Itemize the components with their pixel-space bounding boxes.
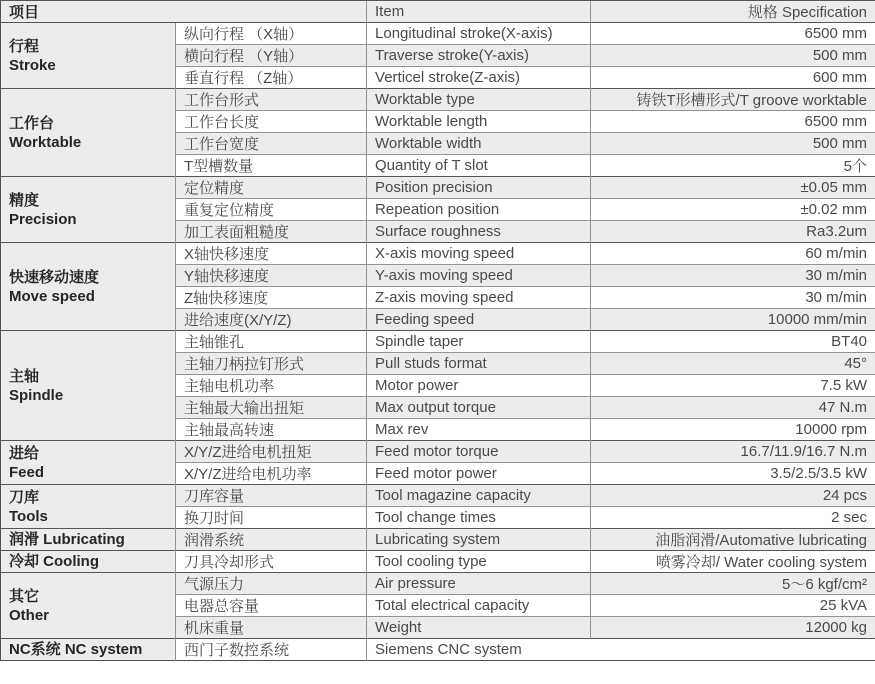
- category-cell: [1, 573, 176, 639]
- spec-value: 600 mm: [591, 67, 875, 89]
- item-name-en: Tool cooling type: [367, 551, 591, 573]
- category-cell: [1, 529, 176, 551]
- item-name-en: Z-axis moving speed: [367, 287, 591, 309]
- table-row: [1, 441, 875, 463]
- item-name-zh: 电器总容量: [176, 595, 367, 617]
- item-name-zh: 气源压力: [176, 573, 367, 595]
- category-cell: [1, 23, 176, 89]
- item-name-en: Feed motor power: [367, 463, 591, 485]
- item-name-en: Surface roughness: [367, 221, 591, 243]
- item-name-zh: 润滑系统: [176, 529, 367, 551]
- category-cell: [1, 551, 176, 573]
- item-name-en: Weight: [367, 617, 591, 639]
- spec-value: 45°: [591, 353, 875, 375]
- header-row: [1, 1, 875, 23]
- header-item-label: Item: [367, 1, 591, 23]
- spec-value: ±0.02 mm: [591, 199, 875, 221]
- category-label-zh: 冷却 Cooling: [9, 553, 99, 570]
- category-label-en: Spindle: [9, 386, 64, 404]
- header-project-label: 项目: [1, 1, 367, 23]
- spec-value: 5个: [591, 155, 875, 177]
- item-name-en: Worktable type: [367, 89, 591, 111]
- header-spec-label: 规格 Specification: [591, 1, 875, 23]
- category-label-en: Move speed: [9, 287, 95, 305]
- item-name-zh: 刀具冷却形式: [176, 551, 367, 573]
- category-cell: [1, 639, 176, 661]
- item-name-zh: 刀库容量: [176, 485, 367, 507]
- spec-value: Ra3.2um: [591, 221, 875, 243]
- category-label-en: Feed: [9, 463, 45, 481]
- spec-value: ±0.05 mm: [591, 177, 875, 199]
- item-name-en: Verticel stroke(Z-axis): [367, 67, 591, 89]
- spec-value: 10000 mm/min: [591, 309, 875, 331]
- item-name-zh: X/Y/Z进给电机扭矩: [176, 441, 367, 463]
- item-name-en: Y-axis moving speed: [367, 265, 591, 287]
- item-name-zh: 工作台形式: [176, 89, 367, 111]
- spec-value: 24 pcs: [591, 485, 875, 507]
- item-name-en: Air pressure: [367, 573, 591, 595]
- table-row: [1, 177, 875, 199]
- item-name-en: Siemens CNC system: [367, 639, 875, 661]
- table-row: [1, 89, 875, 111]
- spec-value: 5～6 kgf/cm²: [591, 573, 875, 595]
- category-label-zh: 主轴: [9, 367, 40, 385]
- item-name-zh: 机床重量: [176, 617, 367, 639]
- spec-value: 油脂润滑/Automative lubricating: [591, 529, 875, 551]
- item-name-en: Repeation position: [367, 199, 591, 221]
- item-name-en: X-axis moving speed: [367, 243, 591, 265]
- item-name-en: Worktable width: [367, 133, 591, 155]
- item-name-zh: 横向行程 （Y轴）: [176, 45, 367, 67]
- item-name-zh: 纵向行程 （X轴）: [176, 23, 367, 45]
- item-name-zh: X轴快移速度: [176, 243, 367, 265]
- spec-value: 铸铁T形槽形式/T groove worktable: [591, 89, 875, 111]
- table-row: [1, 529, 875, 551]
- item-name-zh: 主轴锥孔: [176, 331, 367, 353]
- item-name-en: Pull studs format: [367, 353, 591, 375]
- spec-value: 7.5 kW: [591, 375, 875, 397]
- spec-value: 60 m/min: [591, 243, 875, 265]
- category-label-en: Other: [9, 606, 50, 624]
- item-name-en: Max output torque: [367, 397, 591, 419]
- item-name-zh: 工作台长度: [176, 111, 367, 133]
- item-name-en: Position precision: [367, 177, 591, 199]
- item-name-en: Worktable length: [367, 111, 591, 133]
- item-name-zh: 垂直行程 （Z轴）: [176, 67, 367, 89]
- spec-value: 500 mm: [591, 45, 875, 67]
- item-name-en: Lubricating system: [367, 529, 591, 551]
- category-label-zh: 行程: [9, 37, 40, 55]
- spec-value: 47 N.m: [591, 397, 875, 419]
- category-cell: [1, 485, 176, 529]
- category-label-zh: 进给: [9, 444, 40, 462]
- item-name-en: Max rev: [367, 419, 591, 441]
- table-row: [1, 485, 875, 507]
- spec-value: 25 kVA: [591, 595, 875, 617]
- spec-value: 500 mm: [591, 133, 875, 155]
- category-label-zh: NC系统 NC system: [9, 641, 143, 658]
- item-name-en: Spindle taper: [367, 331, 591, 353]
- category-label-en: Stroke: [9, 56, 56, 74]
- item-name-zh: 西门子数控系统: [176, 639, 367, 661]
- item-name-en: Longitudinal stroke(X-axis): [367, 23, 591, 45]
- item-name-zh: 定位精度: [176, 177, 367, 199]
- category-cell: [1, 177, 176, 243]
- category-label-en: Tools: [9, 507, 48, 525]
- item-name-zh: 加工表面粗糙度: [176, 221, 367, 243]
- table-row: [1, 243, 875, 265]
- spec-value: 30 m/min: [591, 287, 875, 309]
- spec-value: 12000 kg: [591, 617, 875, 639]
- item-name-en: Feed motor torque: [367, 441, 591, 463]
- item-name-zh: 重复定位精度: [176, 199, 367, 221]
- spec-value: BT40: [591, 331, 875, 353]
- category-cell: [1, 89, 176, 177]
- table-row: [1, 573, 875, 595]
- category-label-en: Worktable: [9, 133, 82, 151]
- spec-value: 6500 mm: [591, 111, 875, 133]
- item-name-zh: 主轴最大输出扭矩: [176, 397, 367, 419]
- item-name-en: Traverse stroke(Y-axis): [367, 45, 591, 67]
- item-name-en: Total electrical capacity: [367, 595, 591, 617]
- item-name-en: Motor power: [367, 375, 591, 397]
- category-cell: [1, 331, 176, 441]
- category-cell: [1, 243, 176, 331]
- item-name-zh: 工作台宽度: [176, 133, 367, 155]
- category-label-zh: 快速移动速度: [9, 268, 100, 286]
- item-name-zh: T型槽数量: [176, 155, 367, 177]
- spec-value: 10000 rpm: [591, 419, 875, 441]
- item-name-zh: 主轴最高转速: [176, 419, 367, 441]
- category-label-zh: 刀库: [9, 488, 40, 506]
- item-name-zh: 换刀时间: [176, 507, 367, 529]
- item-name-en: Feeding speed: [367, 309, 591, 331]
- item-name-zh: Z轴快移速度: [176, 287, 367, 309]
- category-label-zh: 其它: [9, 587, 40, 605]
- table-row: [1, 639, 875, 661]
- item-name-en: Tool change times: [367, 507, 591, 529]
- category-cell: [1, 441, 176, 485]
- item-name-zh: 主轴刀柄拉钉形式: [176, 353, 367, 375]
- spec-table-body: [1, 1, 875, 661]
- item-name-zh: X/Y/Z进给电机功率: [176, 463, 367, 485]
- spec-value: 16.7/11.9/16.7 N.m: [591, 441, 875, 463]
- spec-value: 喷雾冷却/ Water cooling system: [591, 551, 875, 573]
- category-label-zh: 工作台: [9, 114, 55, 132]
- spec-value: 3.5/2.5/3.5 kW: [591, 463, 875, 485]
- category-label-zh: 精度: [9, 191, 40, 209]
- spec-value: 6500 mm: [591, 23, 875, 45]
- table-row: [1, 331, 875, 353]
- spec-value: 2 sec: [591, 507, 875, 529]
- category-label-en: Precision: [9, 210, 77, 228]
- item-name-zh: 主轴电机功率: [176, 375, 367, 397]
- spec-value: 30 m/min: [591, 265, 875, 287]
- table-row: [1, 551, 875, 573]
- item-name-en: Tool magazine capacity: [367, 485, 591, 507]
- item-name-zh: 进给速度(X/Y/Z): [176, 309, 367, 331]
- item-name-en: Quantity of T slot: [367, 155, 591, 177]
- item-name-zh: Y轴快移速度: [176, 265, 367, 287]
- table-row: [1, 23, 875, 45]
- category-label-zh: 润滑 Lubricating: [9, 531, 125, 548]
